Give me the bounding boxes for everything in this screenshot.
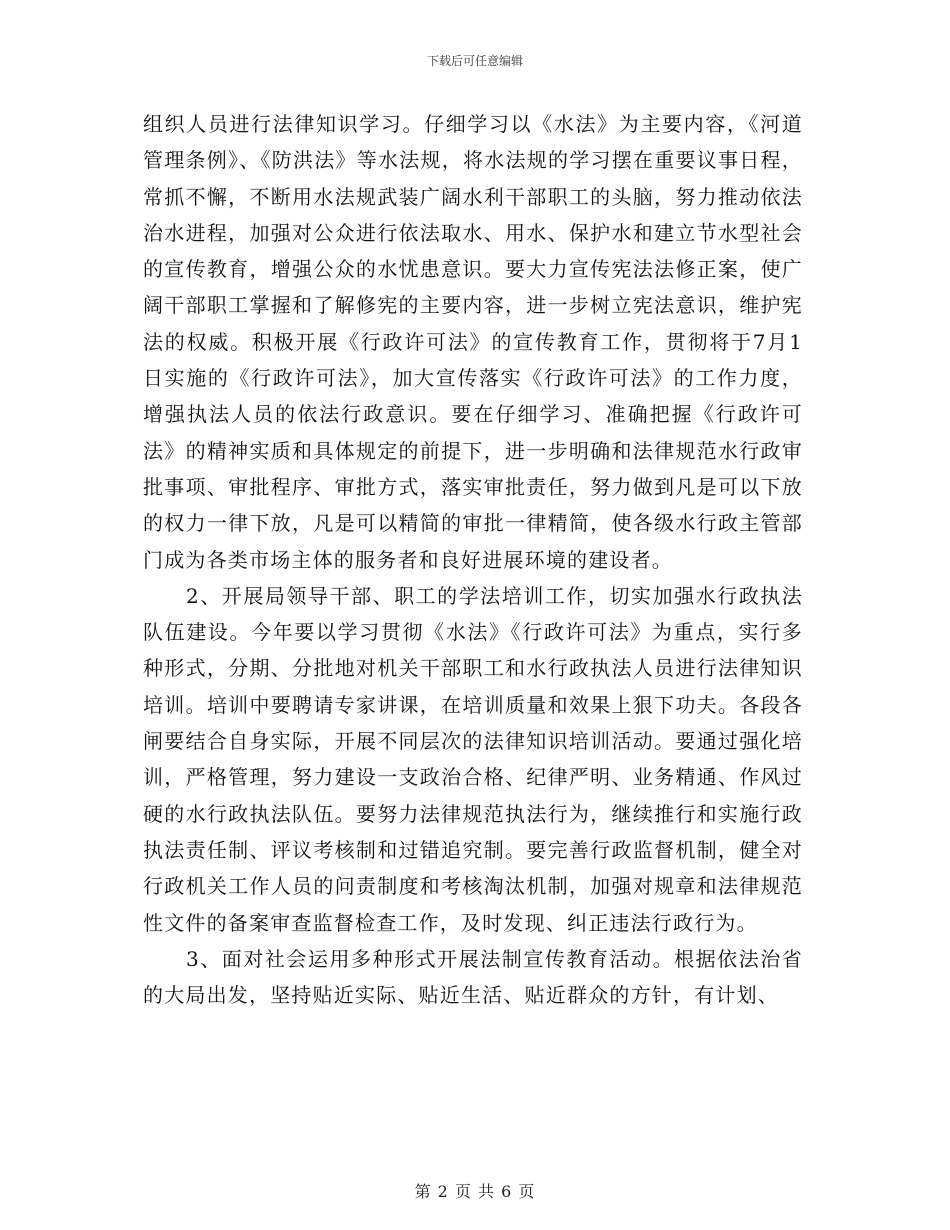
paragraph-1: 组织人员进行法律知识学习。仔细学习以《水法》为主要内容，《河道管理条例》、《防洪法》等水法规，将水法规的学习摆在重要议事日程，常抓不懈，不断用水法规武装广阔水利干部职工的头脑，努力推动依法治水进程，加强对公众进行依法取水、用水、保护水和建立节水型社会的宣传教育，增强公众的水忧患意识。要大力宣传宪法法修正案，使广阔干部职工掌握和了解修宪的主要内容，进一步树立宪法意识，维护宪法的权威。积极开展《行政许可法》的宣传教育工作，贯彻将于7月1日实施的《行政许可法》，加大宣传落实《行政许可法》的工作力度，增强执法人员的依法行政意识。要在仔细学习、准确把握《行政许可法》的精神实质和具体规定的前提下，进一步明确和法律规范水行政审批事项、审批程序、审批方式，落实审批责任，努力做到凡是可以下放的权力一律下放，凡是可以精简的审批一律精简，使各级水行政主管部门成为各类市场主体的服务者和良好进展环境的建设者。 — [143, 112, 803, 572]
paragraph-2: 2、开展局领导干部、职工的学法培训工作，切实加强水行政执法队伍建设。今年要以学习贯彻《水法》《行政许可法》为重点，实行多种形式，分期、分批地对机关干部职工和水行政执法人员进行法律知识培训。培训中要聘请专家讲课，在培训质量和效果上狠下功夫。各段各闸要结合自身实际，开展不同层次的法律知识培训活动。要通过强化培训，严格管理，努力建设一支政治合格、纪律严明、业务精通、作风过硬的水行政执法队伍。要努力法律规范执法行为，继续推行和实施行政执法责任制、评议考核制和过错追究制。要完善行政监督机制，健全对行政机关工作人员的问责制度和考核淘汰机制，加强对规章和法律规范性文件的备案审查监督检查工作，及时发现、纠正违法行政行为。 — [143, 583, 803, 935]
paragraph-3: 3、面对社会运用多种形式开展法制宣传教育活动。根据依法治省的大局出发，坚持贴近实际、贴近生活、贴近群众的方针，有计划、 — [143, 946, 803, 1008]
document-body — [143, 106, 803, 1013]
page-footer: 第 2 页 共 6 页 — [414, 1182, 536, 1201]
page-header: 下载后可任意编辑 — [426, 54, 523, 68]
